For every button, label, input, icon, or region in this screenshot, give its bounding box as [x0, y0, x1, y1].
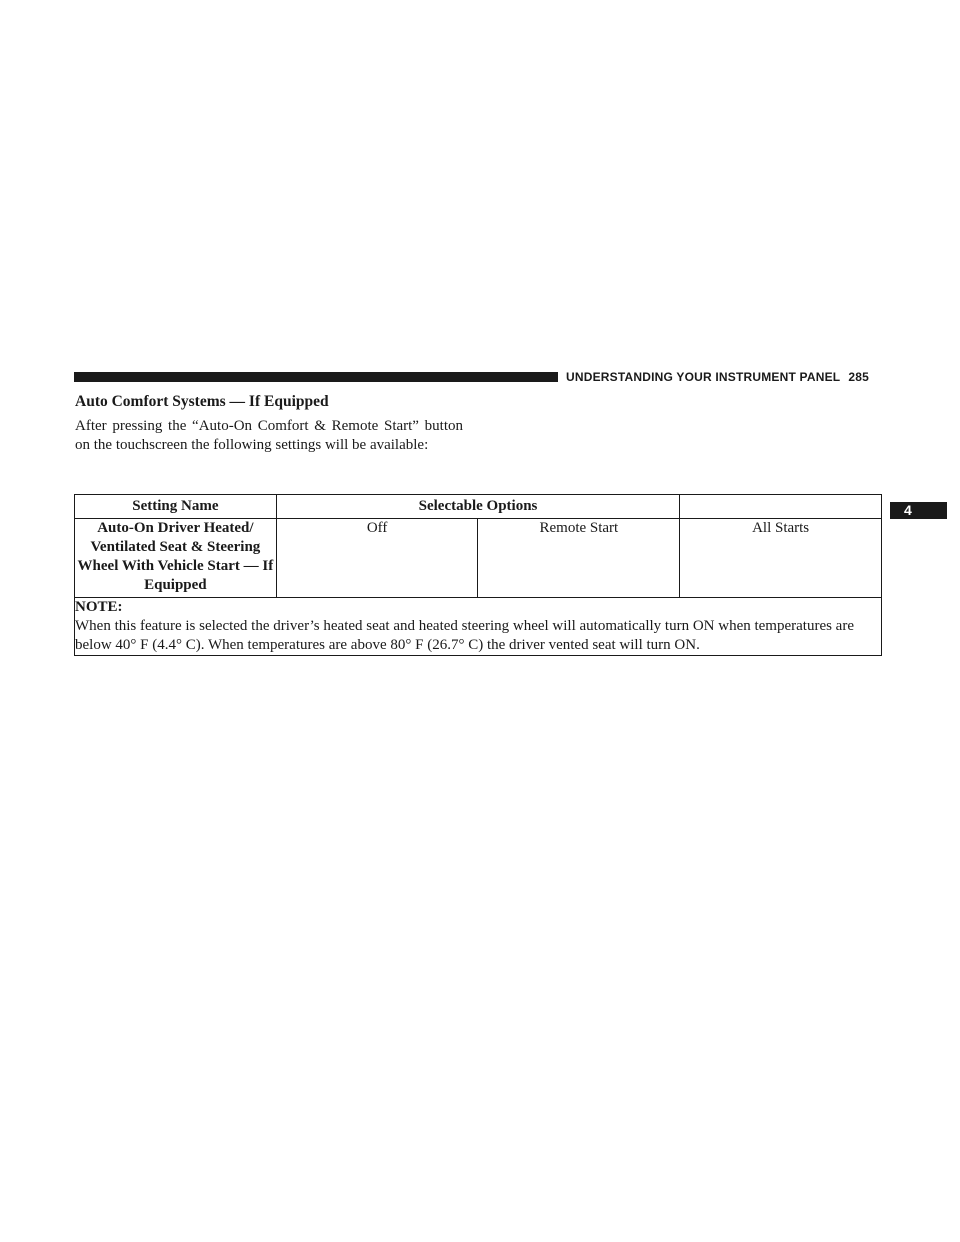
table-row [75, 519, 882, 598]
option-remote-start: Remote Start [478, 519, 680, 598]
header-rule [74, 372, 558, 382]
table-header-row [75, 495, 882, 519]
header-setting-name: Setting Name [75, 495, 277, 519]
note-label: NOTE: [75, 599, 123, 615]
header-title: UNDERSTANDING YOUR INSTRUMENT PANEL [566, 370, 841, 384]
page-number: 285 [848, 370, 869, 384]
intro-paragraph: After pressing the “Auto-On Comfort & Remote Start” button on the touchscreen the following settings will be available: [75, 418, 463, 453]
setting-name-cell: Auto-On Driver Heated/ Ventilated Seat & Steering Wheel With Vehicle Start — If Equipped [75, 519, 277, 598]
note-row [75, 598, 882, 656]
note-text: When this feature is selected the driver’s heated seat and heated steering wheel will automatically turn ON when temperatures are below 40° F (4.4° C). When temperatures are above 80° F (26.7° C) the driver vented seat will turn ON. [75, 618, 854, 653]
chapter-tab: 4 [890, 502, 947, 519]
section-title: Auto Comfort Systems — If Equipped [75, 393, 329, 410]
option-off: Off [276, 519, 478, 598]
header-empty [680, 495, 882, 519]
settings-table [74, 494, 882, 656]
header-selectable-options: Selectable Options [276, 495, 679, 519]
running-header [566, 370, 869, 384]
note-cell [75, 598, 882, 656]
option-all-starts: All Starts [680, 519, 882, 598]
